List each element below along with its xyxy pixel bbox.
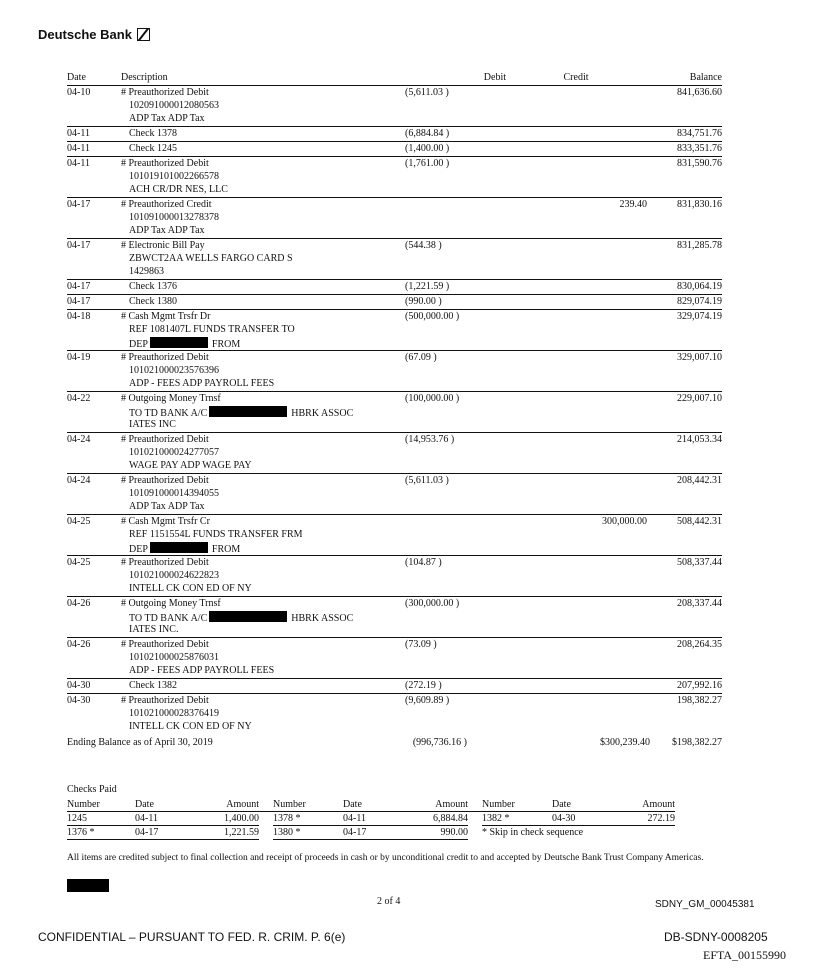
- redaction-block: [67, 879, 109, 892]
- description-line: INTELL CK CON ED OF NY: [129, 583, 252, 594]
- description-line: # Outgoing Money Trnsf: [121, 393, 221, 404]
- table-body: [67, 86, 722, 734]
- description-line: 101021000025876031: [129, 652, 219, 663]
- description-line: Check 1376: [129, 281, 178, 292]
- transaction-debit: (100,000.00 ): [405, 393, 460, 404]
- description-line: ADP Tax ADP Tax: [129, 225, 205, 236]
- transaction-row: [67, 597, 722, 638]
- bates-number-db-sdny: DB-SDNY-0008205: [664, 930, 768, 944]
- description-line: Check 1378: [129, 128, 178, 139]
- description-line: 102091000012080563: [129, 100, 219, 111]
- description-line: ADP Tax ADP Tax: [129, 113, 205, 124]
- transaction-balance: 830,064.19: [677, 281, 722, 292]
- transaction-balance: 508,337.44: [677, 557, 722, 568]
- description-line: # Preauthorized Debit: [121, 352, 209, 363]
- transaction-debit: (9,609.89 ): [405, 695, 450, 706]
- description-line: ACH CR/DR NES, LLC: [129, 184, 228, 195]
- check-date: 04-11: [343, 812, 403, 826]
- transaction-debit: (73.09 ): [405, 639, 437, 650]
- header-description: Description: [121, 72, 168, 83]
- transaction-date: 04-26: [67, 598, 91, 609]
- ending-balance-row: [67, 734, 722, 751]
- transaction-date: 04-17: [67, 281, 91, 292]
- checks-header-number: Number: [273, 798, 343, 812]
- header-debit: Debit: [483, 72, 506, 83]
- description-line: # Preauthorized Credit: [121, 199, 212, 210]
- transaction-date: 04-17: [67, 199, 91, 210]
- description-line: IATES INC: [129, 419, 176, 430]
- transaction-balance: 207,992.16: [677, 680, 722, 691]
- checks-header-row: [67, 798, 675, 812]
- transaction-debit: (990.00 ): [405, 296, 442, 307]
- description-line: # Cash Mgmt Trsfr Cr: [121, 516, 210, 527]
- description-line: TO TD BANK A/C: [129, 408, 208, 419]
- transaction-balance: 829,074.19: [677, 296, 722, 307]
- transaction-row: [67, 142, 722, 157]
- transaction-row: [67, 157, 722, 198]
- checks-row: [67, 826, 675, 840]
- description-line: DEP: [129, 544, 148, 555]
- bank-name: Deutsche Bank: [38, 27, 132, 42]
- checks-row: [67, 812, 675, 826]
- check-amount: 1,221.59: [195, 826, 259, 840]
- description-line: # Preauthorized Debit: [121, 87, 209, 98]
- transaction-date: 04-19: [67, 352, 91, 363]
- transaction-debit: (5,611.03 ): [405, 475, 449, 486]
- description-line: # Preauthorized Debit: [121, 639, 209, 650]
- description-line: ADP Tax ADP Tax: [129, 501, 205, 512]
- transaction-balance: 208,442.31: [677, 475, 722, 486]
- footnote: All items are credited subject to final collection and receipt of proceeds in cash or by unconditional credit to and accepted by Deutsche Bank Trust Company Americas.: [67, 853, 704, 863]
- description-line: ZBWCT2AA WELLS FARGO CARD S: [129, 253, 293, 264]
- checks-header-number: Number: [482, 798, 552, 812]
- transaction-date: 04-17: [67, 240, 91, 251]
- checks-header-amount: Amount: [195, 798, 259, 812]
- transaction-date: 04-30: [67, 680, 91, 691]
- description-line: # Outgoing Money Trnsf: [121, 598, 221, 609]
- transaction-row: [67, 280, 722, 295]
- check-date: 04-30: [552, 812, 612, 826]
- transaction-date: 04-18: [67, 311, 91, 322]
- header-credit: Credit: [563, 72, 589, 83]
- description-line: 101091000013278378: [129, 212, 219, 223]
- description-line: 101021000028376419: [129, 708, 219, 719]
- transaction-row: [67, 694, 722, 734]
- check-amount: 272.19: [612, 812, 675, 826]
- transaction-balance: 833,351.76: [677, 143, 722, 154]
- transaction-debit: (104.87 ): [405, 557, 442, 568]
- transaction-balance: 841,636.60: [677, 87, 722, 98]
- transaction-row: [67, 310, 722, 351]
- transaction-row: [67, 351, 722, 392]
- description-line: FROM: [211, 544, 241, 555]
- transactions-table: [67, 72, 722, 751]
- check-number: 1378 *: [273, 812, 343, 826]
- transaction-row: [67, 392, 722, 433]
- redaction-block: [209, 611, 287, 622]
- transaction-row: [67, 515, 722, 556]
- header-balance: Balance: [689, 72, 722, 83]
- transaction-date: 04-22: [67, 393, 91, 404]
- transaction-date: 04-25: [67, 557, 91, 568]
- check-date: 04-17: [343, 826, 403, 840]
- transaction-date: 04-10: [67, 87, 91, 98]
- transaction-date: 04-11: [67, 143, 90, 154]
- description-line: 101019101002266578: [129, 171, 219, 182]
- transaction-date: 04-26: [67, 639, 91, 650]
- transaction-date: 04-24: [67, 475, 91, 486]
- check-number: 1376 *: [67, 826, 135, 840]
- transaction-debit: (272.19 ): [405, 680, 442, 691]
- transaction-debit: (544.38 ): [405, 240, 442, 251]
- bates-number-sdny-gm: SDNY_GM_00045381: [655, 899, 755, 910]
- description-line: REF 1081407L FUNDS TRANSFER TO: [129, 324, 295, 335]
- description-line: INTELL CK CON ED OF NY: [129, 721, 252, 732]
- description-line: 101021000024277057: [129, 447, 219, 458]
- transaction-row: [67, 198, 722, 239]
- header-date: Date: [67, 72, 86, 83]
- transaction-debit: (5,611.03 ): [405, 87, 449, 98]
- checks-header-amount: Amount: [403, 798, 468, 812]
- ending-credit: $300,239.40: [600, 737, 650, 748]
- transaction-date: 04-24: [67, 434, 91, 445]
- description-line: # Preauthorized Debit: [121, 158, 209, 169]
- transaction-row: [67, 474, 722, 515]
- checks-paid-table: [67, 798, 675, 840]
- description-line: # Cash Mgmt Trsfr Dr: [121, 311, 211, 322]
- transaction-balance: 831,830.16: [677, 199, 722, 210]
- skip-sequence-note: * Skip in check sequence: [482, 827, 584, 839]
- description-line: 1429863: [129, 266, 164, 277]
- ending-debit: (996,736.16 ): [412, 737, 467, 748]
- transaction-balance: 208,264.35: [677, 639, 722, 650]
- bank-logo: [38, 27, 150, 42]
- description-line: ADP - FEES ADP PAYROLL FEES: [129, 665, 275, 676]
- transaction-date: 04-11: [67, 128, 90, 139]
- description-line: # Electronic Bill Pay: [121, 240, 205, 251]
- transaction-balance: 329,074.19: [677, 311, 722, 322]
- transaction-row: [67, 556, 722, 597]
- description-line: IATES INC.: [129, 624, 179, 635]
- check-number: 1245: [67, 812, 135, 826]
- transaction-balance: 834,751.76: [677, 128, 722, 139]
- description-line: 101021000023576396: [129, 365, 219, 376]
- check-number: 1380 *: [273, 826, 343, 840]
- transaction-row: [67, 433, 722, 474]
- transaction-balance: 831,590.76: [677, 158, 722, 169]
- transaction-balance: 198,382.27: [677, 695, 722, 706]
- page-number: 2 of 4: [377, 896, 401, 907]
- transaction-row: [67, 239, 722, 280]
- checks-header-amount: Amount: [612, 798, 675, 812]
- transaction-balance: 229,007.10: [677, 393, 722, 404]
- transaction-balance: 508,442.31: [677, 516, 722, 527]
- confidential-notice: CONFIDENTIAL – PURSUANT TO FED. R. CRIM. P. 6(e): [38, 930, 346, 944]
- transaction-balance: 831,285.78: [677, 240, 722, 251]
- transaction-balance: 208,337.44: [677, 598, 722, 609]
- bates-number-efta: EFTA_00155990: [703, 948, 787, 962]
- transaction-credit: 300,000.00: [602, 516, 647, 527]
- description-line: # Preauthorized Debit: [121, 557, 209, 568]
- description-line: # Preauthorized Debit: [121, 434, 209, 445]
- check-date: 04-11: [135, 812, 195, 826]
- description-line: FROM: [211, 339, 241, 350]
- transaction-debit: (1,400.00 ): [405, 143, 450, 154]
- checks-header-number: Number: [67, 798, 135, 812]
- description-line: 101091000014394055: [129, 488, 219, 499]
- transaction-debit: (500,000.00 ): [405, 311, 460, 322]
- transaction-debit: (14,953.76 ): [405, 434, 455, 445]
- description-line: Check 1245: [129, 143, 178, 154]
- description-line: WAGE PAY ADP WAGE PAY: [129, 460, 252, 471]
- description-line: # Preauthorized Debit: [121, 695, 209, 706]
- ending-balance: $198,382.27: [672, 737, 722, 748]
- description-line: REF 1151554L FUNDS TRANSFER FRM: [129, 529, 303, 540]
- transaction-date: 04-30: [67, 695, 91, 706]
- transaction-balance: 214,053.34: [677, 434, 722, 445]
- transaction-debit: (1,221.59 ): [405, 281, 450, 292]
- description-line: # Preauthorized Debit: [121, 475, 209, 486]
- ending-label: Ending Balance as of April 30, 2019: [67, 737, 213, 748]
- check-number: 1382 *: [482, 812, 552, 826]
- checks-paid: [67, 784, 675, 840]
- check-amount: 6,884.84: [403, 812, 468, 826]
- transaction-credit: 239.40: [619, 199, 647, 210]
- check-amount: 1,400.00: [195, 812, 259, 826]
- transaction-row: [67, 638, 722, 679]
- check-date: 04-17: [135, 826, 195, 840]
- bank-logo-icon: [137, 28, 150, 41]
- description-line: ADP - FEES ADP PAYROLL FEES: [129, 378, 275, 389]
- redaction-block: [150, 542, 208, 553]
- transaction-balance: 329,007.10: [677, 352, 722, 363]
- description-line: HBRK ASSOC: [291, 408, 354, 419]
- check-amount: 990.00: [403, 826, 468, 840]
- checks-header-date: Date: [552, 798, 612, 812]
- checks-header-date: Date: [343, 798, 403, 812]
- transaction-debit: (1,761.00 ): [405, 158, 450, 169]
- transaction-date: 04-11: [67, 158, 90, 169]
- transaction-debit: (67.09 ): [405, 352, 437, 363]
- checks-paid-title: Checks Paid: [67, 784, 117, 795]
- transaction-date: 04-25: [67, 516, 91, 527]
- transaction-row: [67, 679, 722, 694]
- transaction-row: [67, 127, 722, 142]
- transaction-debit: (300,000.00 ): [405, 598, 460, 609]
- description-line: TO TD BANK A/C: [129, 613, 208, 624]
- description-line: Check 1380: [129, 296, 178, 307]
- description-line: HBRK ASSOC: [291, 613, 354, 624]
- description-line: DEP: [129, 339, 148, 350]
- transaction-date: 04-17: [67, 296, 91, 307]
- redaction-block: [209, 406, 287, 417]
- transaction-row: [67, 86, 722, 127]
- transaction-row: [67, 295, 722, 310]
- description-line: Check 1382: [129, 680, 178, 691]
- table-header: [67, 72, 722, 86]
- transaction-debit: (6,884.84 ): [405, 128, 450, 139]
- redaction-block: [150, 337, 208, 348]
- checks-header-date: Date: [135, 798, 195, 812]
- description-line: 101021000024622823: [129, 570, 219, 581]
